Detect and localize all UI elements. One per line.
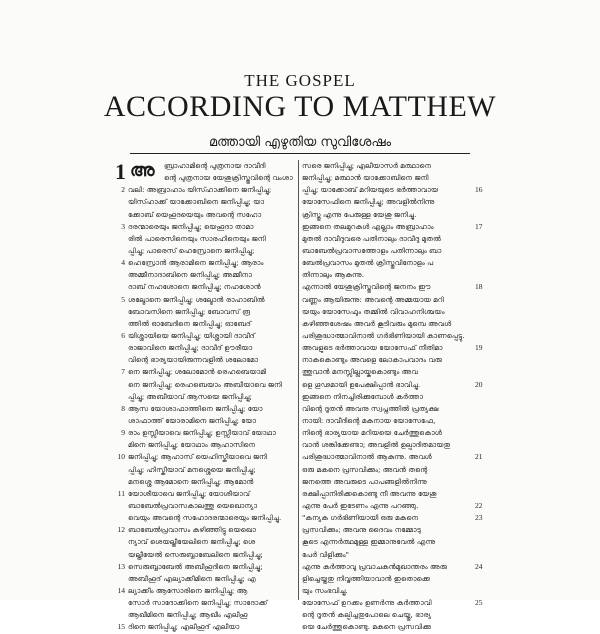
verse-number: 20	[475, 379, 483, 389]
verse-line	[302, 379, 488, 391]
verse-line	[112, 609, 295, 621]
verse-line	[302, 488, 488, 500]
verse-line	[302, 549, 488, 561]
verse-text: വാൻ ശങ്കിക്കേണ്ടാ; അവളിൽ ഉല്പാദിതമായതു	[302, 440, 451, 450]
verse-line	[112, 415, 295, 427]
verse-line	[302, 209, 488, 221]
verse-text: ഇങ്ങനെ തലമുറകൾ എല്ലാം അബ്രാഹാം	[302, 221, 434, 231]
verse-line	[302, 233, 488, 245]
verse-line	[112, 354, 295, 366]
verse-number: 11	[117, 488, 125, 498]
verse-text: യിശ്ശായിയെ ജനിപ്പിച്ചു; യിശ്ശായി ദാവീദ്	[128, 330, 255, 340]
verse-line	[302, 524, 488, 536]
verse-text: ളിച്ചെയ്തതു നിവൃത്തിയാവാൻ ഇതൊക്കെ	[302, 573, 431, 583]
verse-text: വെയും അവന്റെ സഹോദരന്മാരെയും ജനിപ്പിച്ചു.	[128, 513, 282, 523]
verse-text: വണ്ണം ആയിരുന്നു: അവന്റെ അമ്മയായ മറി	[302, 294, 444, 304]
verse-text: സോർ സാദോക്കിനെ ജനിപ്പിച്ചു; സാദോക്ക്	[128, 598, 268, 608]
verse-text: ളെ ഗൂഢമായി ഉപേക്ഷിപ്പാൻ ഭാവിച്ചു.	[302, 379, 421, 389]
verse-text: നിന്റെ ഭാര്യയായ മറിയയെ ചേർത്തുകൊൾ	[302, 428, 443, 438]
verse-number: 24	[475, 561, 483, 571]
verse-number: 18	[475, 282, 483, 292]
verse-line	[302, 354, 488, 366]
verse-line	[302, 415, 488, 427]
verse-line	[112, 500, 295, 512]
verse-line	[112, 585, 295, 597]
verse-text: ത്തിൽ ഓബേദിനെ ജനിപ്പിച്ചു; ഓബേദ്	[128, 318, 251, 328]
verse-line	[112, 391, 295, 403]
verse-line	[302, 439, 488, 451]
verse-line	[112, 306, 295, 318]
malayalam-title: മത്തായി എഴുതിയ സുവിശേഷം	[208, 135, 392, 150]
title-rule	[130, 153, 470, 154]
verse-line	[112, 318, 295, 330]
book-title: ACCORDING TO MATTHEW	[103, 90, 497, 123]
verse-line	[302, 597, 488, 609]
column-divider	[298, 160, 299, 600]
verse-number: 15	[117, 622, 125, 632]
verse-text: ന്റെ ദൂതൻ കല്പിച്ചതുപോലെ ചെയ്തു, ഭാര്യ	[302, 610, 431, 620]
verse-line	[302, 561, 488, 573]
verse-text: പരിശുദ്ധാത്മാവിനാൽ ആകുന്നു. അവൾ	[302, 452, 432, 462]
verse-text: മിനെ ജനിപ്പിച്ചു; യോഥാം ആഹാസിനെ	[128, 440, 256, 450]
verse-line	[112, 245, 295, 257]
verse-line	[112, 561, 295, 573]
verse-text: പ്പിച്ചു; ഹിസ്കീയാവ് മനശ്ശെയെ ജനിപ്പിച്ചു;	[128, 464, 256, 474]
verse-number: 2	[121, 185, 125, 195]
verse-line	[112, 439, 295, 451]
verse-text: യും സംഭവിച്ചു.	[302, 585, 348, 595]
verse-text: ന്യാവ് ശെയല്തീയേലിനെ ജനിപ്പിച്ചു; ശെ	[128, 537, 256, 547]
verse-text: ല്യാക്കീം ആസോരിനെ ജനിപ്പിച്ചു; ആ	[128, 585, 248, 595]
verse-text: ആഖീമിനെ ജനിപ്പിച്ചു; ആഖീം എലീഹൂ	[128, 610, 248, 620]
verse-text: മുതൽ ദാവീദുവരെ പതിനാലും ദാവീദു മുതൽ	[302, 233, 442, 243]
verse-text: ക്രിസ്തു എന്നു പേരുള്ള യേശു ജനിച്ചു.	[302, 209, 417, 219]
verse-text: അബീഹൂദ് എല്യാക്കീമിനെ ജനിപ്പിച്ചു; എ	[128, 573, 256, 583]
verse-line	[302, 318, 488, 330]
verse-line	[112, 257, 295, 269]
verse-text: രാം ഉസ്സീയാവെ ജനിപ്പിച്ചു; ഉസ്സീയാവ് യോഥാ	[128, 428, 276, 438]
verse-line	[112, 536, 295, 548]
verse-line	[302, 172, 488, 184]
verse-text: യെ ചേർത്തുകൊണ്ടു. മകനെ പ്രസവിക്കു	[302, 622, 431, 632]
verse-text: ബേൽപ്രവാസം മുതൽ ക്രിസ്തുവിനോളം പ	[302, 258, 434, 268]
verse-line	[302, 294, 488, 306]
verse-line	[112, 451, 295, 463]
verse-line	[302, 196, 488, 208]
verse-text: "കന്യക ഗർഭിണിയായി ഒരു മകനെ	[302, 513, 419, 523]
verse-text: നെ ജനിപ്പിച്ചു; രെഹബെയാം അബീയാവെ ജനി	[128, 379, 282, 389]
verse-line	[112, 294, 295, 306]
verse-number: 22	[475, 500, 483, 510]
verse-line	[302, 609, 488, 621]
verse-text: ഒരു മകനെ പ്രസവിക്കും; അവൻ തന്റെ	[302, 464, 428, 474]
verse-text: പ്പിച്ചു; യാക്കോബ് മറിയയുടെ ഭർത്താവായ	[302, 185, 439, 195]
verse-line	[112, 549, 295, 561]
verse-line	[302, 281, 488, 293]
verse-line	[112, 330, 295, 342]
verse-text: ബാബേൽപ്രവാസം കഴിഞ്ഞിട്ടു യെഖൊ	[128, 525, 256, 535]
verse-line	[112, 488, 295, 500]
verse-number: 5	[121, 294, 125, 304]
verse-text: എന്നു കർത്താവു പ്രവാചകൻമുഖാന്തരം അരു	[302, 561, 447, 571]
verse-text: നെ ജനിപ്പിച്ചു; ശലോമോൻ രെഹബെയാമി	[128, 367, 267, 377]
verse-line	[112, 427, 295, 439]
verse-line	[302, 306, 488, 318]
verse-number: 6	[121, 330, 125, 340]
verse-text: ദരന്മാരെയും ജനിപ്പിച്ചു; യെഹൂദാ താമാ	[128, 221, 254, 231]
verse-line	[302, 621, 488, 633]
verse-text: സരെ ജനിപ്പിച്ചു; എലീയാസർ മത്ഥാനെ	[302, 161, 432, 170]
verse-number: 12	[117, 525, 125, 535]
verse-number: 21	[475, 452, 483, 462]
verse-text: യയും യോസേഫും തമ്മിൽ വിവാഹനിശ്ചയം	[302, 306, 445, 316]
verse-line	[112, 209, 295, 221]
verse-text: പ്രസവിക്കും; അവനു ദൈവം നമ്മോടു	[302, 525, 421, 535]
verse-text: യല്തീയേൽ സെരുബ്ബാബേലിനെ ജനിപ്പിച്ചു;	[128, 549, 263, 559]
verse-line	[112, 342, 295, 354]
verse-text: അമ്മീനാദാബിനെ ജനിപ്പിച്ചു; അമ്മീനാ	[128, 270, 252, 280]
verse-number: 4	[121, 258, 125, 268]
verse-line	[302, 257, 488, 269]
verse-line	[302, 366, 488, 378]
verse-text: രക്ഷിപ്പാനിരിക്കകൊണ്ടു നീ അവന്നു യേശു	[302, 488, 437, 498]
verse-text: രാജാവിനെ ജനിപ്പിച്ചു; ദാവീദ് ഊരീയാ	[128, 343, 253, 353]
verse-line	[112, 464, 295, 476]
verse-text: എന്നു പേർ ഇടേണം എന്നു പറഞ്ഞു.	[302, 500, 419, 510]
verse-text: വലി: അബ്രാഹാം യിസ്ഹാക്കിനെ ജനിപ്പിച്ചു;	[128, 185, 272, 195]
verse-text: ബോവസിനെ ജനിപ്പിച്ചു; ബോവസ് രൂ	[128, 306, 251, 316]
verse-line	[302, 464, 488, 476]
verse-line	[112, 403, 295, 415]
verse-text: വിന്റെ ദൂതൻ അവനു സ്വപ്നത്തിൽ പ്രത്യക്ഷ	[302, 403, 439, 413]
verse-text: പ്പിച്ചു; പാരെസ് ഹെസ്രോനെ ജനിപ്പിച്ചു;	[128, 246, 255, 255]
verse-text: ക്കോബ് യെഹൂദയെയും അവന്റെ സഹോ	[128, 209, 262, 219]
verse-text: തിന്നാലും ആകുന്നു.	[302, 270, 365, 280]
verse-text: യിസ്ഹാക്ക് യാക്കോബിനെ ജനിപ്പിച്ചു; യാ	[128, 197, 265, 207]
verse-line	[302, 451, 488, 463]
verse-number: 8	[121, 403, 125, 413]
verse-text: ത്തുവാൻ മനസ്സില്ലായ്കകൊണ്ടും അവ	[302, 367, 418, 377]
verse-text: ആസ യോശാഫാത്തിനെ ജനിപ്പിച്ചു; യോ	[128, 403, 263, 413]
verse-line	[112, 221, 295, 233]
verse-line	[112, 366, 295, 378]
verse-number: 17	[475, 221, 483, 231]
verse-text: ഹെസ്രോൻ ആരാമിനെ ജനിപ്പിച്ചു; ആരാം	[128, 258, 264, 268]
verse-line	[302, 500, 488, 512]
verse-number: 19	[475, 343, 483, 353]
verse-line	[112, 196, 295, 208]
verse-line	[112, 184, 295, 196]
verse-line	[112, 269, 295, 281]
verse-line	[112, 476, 295, 488]
verse-text: കഴിഞ്ഞശേഷം അവർ കൂടിവരും മുമ്പെ അവൾ	[302, 318, 452, 328]
verse-number: 25	[475, 598, 483, 608]
verse-text: ബാബേൽപ്രവാസത്തോളം പതിന്നാലും ബാ	[302, 245, 442, 255]
verse-line-dropcap	[112, 160, 295, 184]
verse-text: ശല്മോനെ ജനിപ്പിച്ചു; ശല്മോൻ രാഹാബിൽ	[128, 294, 265, 304]
verse-line	[302, 427, 488, 439]
gospel-heading: THE GOSPEL	[244, 71, 356, 90]
verse-text: അവളുടെ ഭർത്താവായ യോസേഫ് നീതിമാ	[302, 343, 443, 353]
verse-line	[302, 536, 488, 548]
verse-line	[112, 233, 295, 245]
verse-line	[112, 281, 295, 293]
verse-text: ബ്രാഹാമിന്റെ പുത്രനായ ദാവീദി	[164, 161, 266, 170]
verse-number: 7	[121, 367, 125, 377]
verse-number: 13	[117, 561, 125, 571]
verse-line	[302, 330, 488, 342]
verse-number: 23	[475, 513, 483, 523]
verse-line	[302, 403, 488, 415]
verse-text: ഇങ്ങനെ നിനച്ചിരിക്കുമ്പോൾ കർത്താ	[302, 391, 424, 401]
verse-text: ദാബ് നഹശോനെ ജനിപ്പിച്ചു; നഹശോൻ	[128, 282, 261, 292]
chapter-number: 1	[115, 159, 126, 184]
verse-line	[302, 512, 488, 524]
verse-number: 3	[121, 221, 125, 231]
verse-text: കൂടെ എന്നർത്ഥമുള്ള ഇമ്മാനുവേൽ എന്നു	[302, 537, 436, 547]
verse-text: യോശീയാവെ ജനിപ്പിച്ചു; യോശീയാവ്	[128, 488, 250, 498]
verse-line	[302, 245, 488, 257]
verse-text: യോസേഫ് ഉറക്കം ഉണർന്നു കർത്താവി	[302, 598, 432, 608]
verse-line	[302, 476, 488, 488]
verse-text: ദിനെ ജനിപ്പിച്ചു; എലീഹൂദ് എലീയാ	[128, 622, 240, 632]
verse-line	[302, 573, 488, 585]
verse-text: ന്റെ പുത്രനായ യേശുക്രിസ്തുവിന്റെ വംശാ	[164, 173, 293, 183]
verse-text: സെരുബ്ബാബേൽ അബീഹൂദിനെ ജനിപ്പിച്ചു;	[128, 561, 263, 571]
verse-text: ജനത്തെ അവരുടെ പാപങ്ങളിൽനിന്നു	[302, 476, 427, 486]
verse-line	[112, 512, 295, 524]
verse-number: 16	[475, 185, 483, 195]
verse-text: പേർ വിളിക്കും"	[302, 549, 349, 559]
verse-text: ജനിപ്പിച്ചു; മത്ഥാൻ യാക്കോബിനെ ജനി	[302, 173, 429, 183]
drop-cap-letter: അ	[130, 160, 155, 181]
verse-text: ശാഫാത്ത് യോരാമിനെ ജനിപ്പിച്ചു; യോ	[128, 415, 257, 425]
verse-line	[112, 597, 295, 609]
verse-line	[112, 524, 295, 536]
verse-line	[302, 342, 488, 354]
verse-number: 14	[117, 585, 125, 595]
verse-number: 10	[117, 452, 125, 462]
verse-text: യോസേഫിനെ ജനിപ്പിച്ചു; അവളിൽനിന്നു	[302, 197, 435, 207]
verse-line	[302, 160, 488, 172]
verse-text: നാകകൊണ്ടും അവളെ ലോകാപവാദം വരു	[302, 355, 442, 365]
verse-text: മനശ്ശെ ആമോനെ ജനിപ്പിച്ചു; ആമോൻ	[128, 476, 254, 486]
verse-line	[302, 269, 488, 281]
verse-line	[302, 184, 488, 196]
right-column	[302, 160, 488, 632]
left-column	[112, 159, 295, 632]
verse-text: പ്പിച്ചു; അബീയാവ് ആസയെ ജനിപ്പിച്ചു;	[128, 391, 252, 401]
verse-line	[302, 391, 488, 403]
verse-line	[112, 621, 295, 633]
verse-line	[112, 573, 295, 585]
verse-text: ജനിപ്പിച്ചു; ആഹാസ് യെഹിസ്കീയാവെ ജനി	[128, 452, 267, 462]
verse-text: രിൽ പാരെസിനെയും സാരഹിനെയും ജനി	[128, 233, 266, 243]
verse-line	[112, 379, 295, 391]
verse-text: പരിശുദ്ധാത്മാവിനാൽ ഗർഭിണിയായി കാണപ്പെട്ടു.	[302, 330, 465, 340]
verse-text: എന്നാൽ യേശുക്രിസ്തുവിന്റെ ജനനം ഈ	[302, 282, 431, 292]
verse-line	[302, 221, 488, 233]
verse-number: 9	[121, 428, 125, 438]
verse-text: ബാബേൽപ്രവാസകാലത്തു യെഖൊന്യാ	[128, 500, 258, 510]
verse-text: വിന്റെ ഭാര്യയായിരുന്നവളിൽ ശലോമോ	[128, 355, 259, 365]
verse-text: നായി: ദാവീദിന്റെ മകനായ യോസേഫേ,	[302, 415, 436, 425]
verse-line	[302, 585, 488, 597]
